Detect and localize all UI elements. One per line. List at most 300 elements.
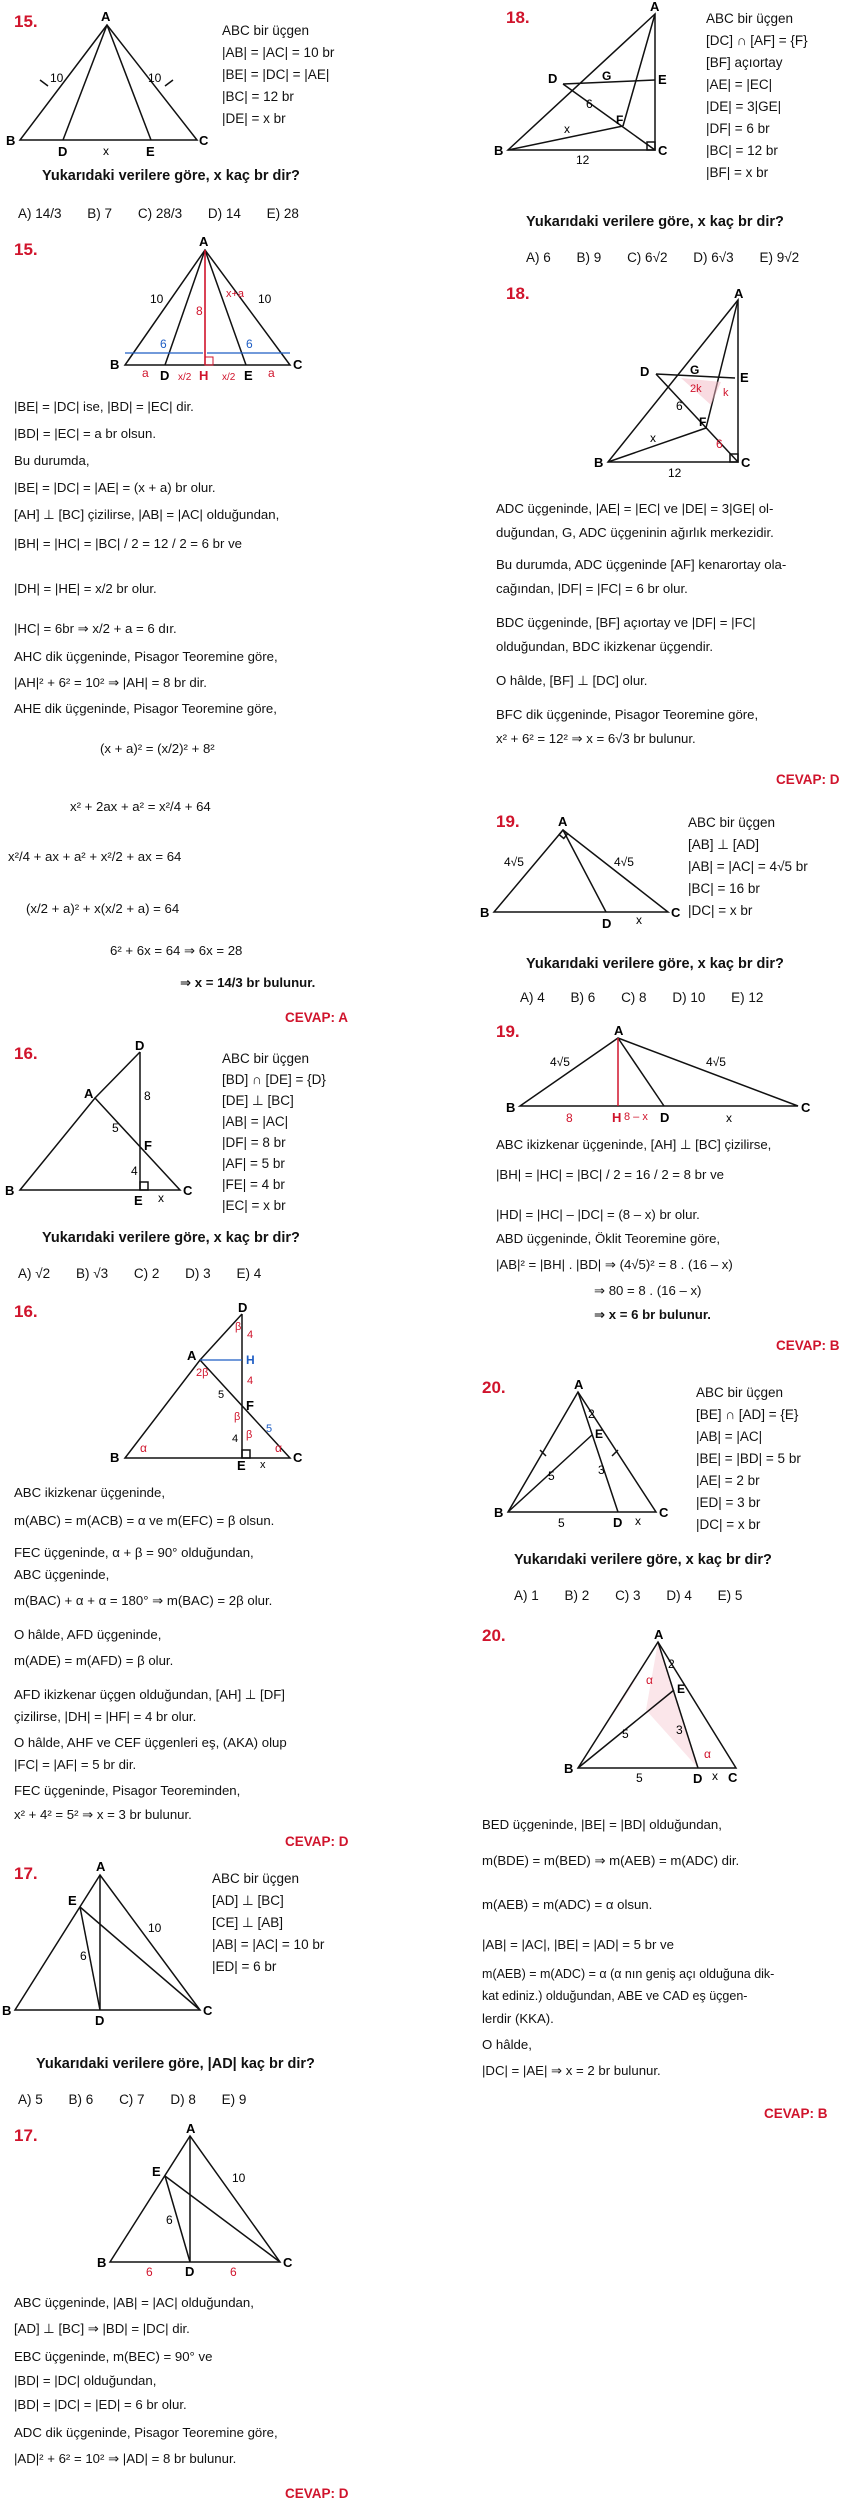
p18-label-E: E: [658, 72, 667, 87]
p17s-label-6b: 6: [146, 2265, 153, 2279]
p15s-label-D: D: [160, 368, 170, 383]
p20-label-D: D: [613, 1515, 623, 1530]
p17-sol-line: ABC üçgeninde, |AB| = |AC| olduğundan,: [14, 2295, 254, 2310]
p17-option[interactable]: B) 6: [68, 2092, 94, 2107]
p18-label-x: x: [564, 122, 570, 136]
p16-option[interactable]: E) 4: [236, 1266, 262, 1281]
p18-question: Yukarıdaki verilere göre, x kaç br dir?: [526, 214, 784, 230]
p20s-label-3: 3: [676, 1723, 683, 1737]
p16-option[interactable]: B) √3: [75, 1266, 109, 1281]
p17-sol-line: [AD] ⊥ [BC] ⇒ |BD| = |DC| dir.: [14, 2321, 190, 2336]
p19-label-C: C: [671, 905, 681, 920]
p15-option[interactable]: E) 28: [266, 206, 299, 221]
p17s-label-D: D: [185, 2264, 195, 2279]
p18s-label-6b: 6: [716, 437, 723, 451]
p15-sol-line: |BH| = |HC| = |BC| / 2 = 12 / 2 = 6 br ve: [14, 536, 242, 551]
p16-given-line: |FE| = 4 br: [222, 1177, 285, 1192]
p15-option[interactable]: C) 28/3: [137, 206, 183, 221]
p17-sol-line: |BD| = |DC| olduğundan,: [14, 2373, 157, 2388]
p15s-label-A: A: [199, 234, 209, 249]
p20-label-C: C: [659, 1505, 669, 1520]
p15-sol-line: |AH|² + 6² = 10² ⇒ |AH| = 8 br dir.: [14, 675, 207, 690]
p15s-label-10b: 10: [258, 292, 272, 306]
p20-given-line: ABC bir üçgen: [696, 1385, 784, 1400]
p19s-label-A: A: [614, 1023, 624, 1038]
p15-options: [18, 206, 321, 221]
p16-options: [18, 1266, 283, 1281]
problem-18-number: 18.: [506, 8, 530, 27]
p18-given-line: ABC bir üçgen: [706, 11, 794, 26]
solution-18-number: 18.: [506, 284, 530, 303]
p18-option[interactable]: C) 6√2: [627, 250, 668, 265]
p16-sol-line: ABC ikizkenar üçgeninde,: [14, 1485, 166, 1500]
p20-sol-line: O hâlde,: [482, 2037, 532, 2052]
p19-option[interactable]: E) 12: [731, 990, 764, 1005]
p20-solution-figure: [478, 1627, 738, 1790]
p16s-label-4a: 4: [247, 1329, 254, 1341]
p18-sol-line: x² + 6² = 12² ⇒ x = 6√3 br bulunur.: [496, 731, 696, 746]
p16-given-line: [BD] ∩ [DE] = {D}: [222, 1072, 326, 1087]
p18-option[interactable]: A) 6: [526, 250, 551, 265]
p16-answer: CEVAP: D: [285, 1834, 349, 1849]
p16s-label-4b: 4: [247, 1375, 254, 1387]
p15-option[interactable]: B) 7: [87, 206, 113, 221]
p17s-label-E: E: [152, 2164, 161, 2179]
p16s-label-5b: 5: [266, 1423, 273, 1435]
p19-sol-line: |HD| = |HC| – |DC| = (8 – x) br olur.: [496, 1207, 700, 1222]
p20s-label-D: D: [693, 1771, 703, 1786]
problem-20-number: 20.: [482, 1378, 506, 1397]
p20-sol-line: |AB| = |AC|, |BE| = |AD| = 5 br ve: [482, 1937, 674, 1952]
p16s-label-beta2: β: [234, 1411, 241, 1423]
p18s-label-D: D: [640, 364, 650, 379]
p20-sol-line: BED üçgeninde, |BE| = |BD| olduğundan,: [482, 1817, 722, 1832]
p16-label-8: 8: [144, 1089, 151, 1103]
p16s-label-D: D: [238, 1300, 248, 1315]
p17-option[interactable]: A) 5: [18, 2092, 43, 2107]
p18-sol-line: cağından, |DF| = |FC| = 6 br olur.: [496, 581, 688, 596]
p15-sol-line: (x + a)² = (x/2)² + 8²: [100, 741, 215, 756]
p16-given-line: ABC bir üçgen: [222, 1051, 310, 1066]
p19-option[interactable]: A) 4: [520, 990, 545, 1005]
p16-sol-line: m(ADE) = m(AFD) = β olur.: [14, 1653, 174, 1668]
p19s-label-C: C: [801, 1100, 811, 1115]
p16s-label-B: B: [110, 1450, 120, 1465]
p15s-label-x2a: x/2: [178, 372, 192, 383]
p17-question: Yukarıdaki verilere göre, |AD| kaç br dir?: [36, 2056, 315, 2072]
p17-sol-line: EBC üçgeninde, m(BEC) = 90° ve: [14, 2349, 213, 2364]
p16-option[interactable]: C) 2: [133, 1266, 160, 1281]
p15s-label-E: E: [244, 368, 253, 383]
p19s-label-8: 8: [566, 1111, 573, 1125]
p16-label-B: B: [5, 1183, 15, 1198]
p16s-label-C: C: [293, 1450, 303, 1465]
p16-sol-line: O hâlde, AHF ve CEF üçgenleri eş, (AKA) olup: [14, 1735, 287, 1750]
p19-option[interactable]: C) 8: [621, 990, 647, 1005]
p17-label-D: D: [95, 2013, 105, 2028]
p20-figure: [478, 1377, 688, 1530]
p17s-label-A: A: [186, 2121, 196, 2136]
p18-given-line: |DF| = 6 br: [706, 121, 770, 136]
p17-label-E: E: [68, 1893, 77, 1908]
p20-given-line: |AE| = 2 br: [696, 1473, 760, 1488]
p16-question: Yukarıdaki verilere göre, x kaç br dir?: [42, 1230, 300, 1246]
p15-label-E: E: [146, 144, 155, 159]
p19-label-s2: 4√5: [614, 855, 634, 869]
p16-sol-line: FEC üçgeninde, Pisagor Teoreminden,: [14, 1783, 241, 1798]
p16-sol-line: AFD ikizkenar üçgen olduğundan, [AH] ⊥ [DF]: [14, 1687, 285, 1702]
p20-given-line: |ED| = 3 br: [696, 1495, 761, 1510]
p16-sol-line: |FC| = |AF| = 5 br dir.: [14, 1757, 137, 1772]
p16-figure: [0, 1040, 215, 1210]
p16s-label-A: A: [187, 1348, 197, 1363]
p18-label-B: B: [494, 143, 504, 158]
solution-17-number: 17.: [14, 2126, 38, 2145]
p15-sol-line: (x/2 + a)² + x(x/2 + a) = 64: [26, 901, 180, 916]
p16-sol-line: O hâlde, AFD üçgeninde,: [14, 1627, 162, 1642]
p19-sol-line: |BH| = |HC| = |BC| / 2 = 16 / 2 = 8 br ve: [496, 1167, 724, 1182]
problem-15-number: 15.: [14, 12, 38, 31]
p20-given-line: |BE| = |BD| = 5 br: [696, 1451, 801, 1466]
p19-label-D: D: [602, 916, 612, 931]
p15s-label-x2b: x/2: [222, 372, 236, 383]
p15-solution-figure: [0, 234, 303, 385]
p20-answer: CEVAP: B: [764, 2106, 828, 2121]
p17-label-10: 10: [148, 1921, 162, 1935]
p19-options: [520, 990, 785, 1005]
p18-label-12: 12: [576, 153, 590, 167]
p16-given-line: |DF| = 8 br: [222, 1135, 286, 1150]
p18-solution-figure: [478, 286, 758, 480]
p20-sol-line: kat ediniz.) olduğundan, ABE ve CAD eş üçgen-: [482, 1989, 748, 2003]
p18s-label-k: k: [723, 387, 729, 399]
p16-label-E: E: [134, 1193, 143, 1208]
p18-sol-line: O hâlde, [BF] ⊥ [DC] olur.: [496, 673, 648, 688]
p19-label-x: x: [636, 913, 642, 927]
p16-label-A: A: [84, 1086, 94, 1101]
p18-sol-line: ADC üçgeninde, |AE| = |EC| ve |DE| = 3|GE| ol-: [496, 501, 774, 516]
p16-label-4: 4: [131, 1164, 138, 1178]
p16-solution-figure: [0, 1300, 303, 1473]
problem-17-number: 17.: [14, 1864, 38, 1883]
p17-option[interactable]: E) 9: [221, 2092, 247, 2107]
p19-label-s1: 4√5: [504, 855, 524, 869]
p16-sol-line: m(ABC) = m(ACB) = α ve m(EFC) = β olsun.: [14, 1513, 275, 1528]
p16-sol-line: çizilirse, |DH| = |HF| = 4 br olur.: [14, 1709, 197, 1724]
p15-label-B: B: [6, 133, 16, 148]
p15s-label-8: 8: [196, 304, 203, 318]
p17s-label-6a: 6: [166, 2213, 173, 2227]
p18-sol-line: BFC dik üçgeninde, Pisagor Teoremine göre,: [496, 707, 759, 722]
solution-15-number: 15.: [14, 240, 38, 259]
p15-sol-line: |DH| = |HE| = x/2 br olur.: [14, 581, 157, 596]
p18-options: [526, 250, 821, 265]
p17-sol-line: |AD|² + 6² = 10² ⇒ |AD| = 8 br bulunur.: [14, 2451, 237, 2466]
p16s-label-E: E: [237, 1458, 246, 1473]
p20s-label-E: E: [677, 1682, 686, 1696]
p16-sol-line: FEC üçgeninde, α + β = 90° olduğundan,: [14, 1545, 254, 1560]
p15-sol-line: |BE| = |DC| ise, |BD| = |EC| dir.: [14, 399, 194, 414]
p18-label-6: 6: [586, 97, 593, 111]
p18-given-line: [BF] açıortay: [706, 55, 783, 70]
p18-sol-line: olduğundan, BDC ikizkenar üçgendir.: [496, 639, 713, 654]
p19-given-line: |AB| = |AC| = 4√5 br: [688, 859, 808, 874]
p20-sol-line: lerdir (KKA).: [482, 2011, 554, 2026]
problem-19-number: 19.: [496, 812, 520, 831]
p19-label-B: B: [480, 905, 490, 920]
p18-label-C: C: [658, 143, 668, 158]
p20-given-line: |AB| = |AC|: [696, 1429, 763, 1444]
p17-given-line: [CE] ⊥ [AB]: [212, 1915, 284, 1930]
p15-label-C: C: [199, 133, 209, 148]
p16-label-F: F: [144, 1138, 152, 1153]
p15-question: Yukarıdaki verilere göre, x kaç br dir?: [42, 168, 300, 184]
p16-label-C: C: [183, 1183, 193, 1198]
p20-sol-line: m(BDE) = m(BED) ⇒ m(AEB) = m(ADC) dir.: [482, 1853, 740, 1868]
p20-label-5a: 5: [548, 1469, 555, 1483]
p19-given-line: |DC| = x br: [688, 903, 753, 918]
p19s-label-H: H: [612, 1110, 622, 1125]
p18s-label-x: x: [650, 431, 656, 445]
p18s-label-A: A: [734, 286, 744, 301]
p18s-label-B: B: [594, 455, 604, 470]
p15-sol-line: 6² + 6x = 64 ⇒ 6x = 28: [110, 943, 243, 958]
p20-label-2: 2: [588, 1407, 595, 1421]
p17-sol-line: ADC dik üçgeninde, Pisagor Teoremine göre,: [14, 2425, 278, 2440]
p15-given-line: |BE| = |DC| = |AE|: [222, 67, 330, 82]
p17-figure: [0, 1859, 213, 2028]
p16-option[interactable]: A) √2: [18, 1266, 51, 1281]
p17s-label-10: 10: [232, 2171, 246, 2185]
p20-given-line: |DC| = x br: [696, 1517, 761, 1532]
p19-given-line: [AB] ⊥ [AD]: [688, 837, 760, 852]
p18-label-D: D: [548, 71, 558, 86]
p20-options: [514, 1588, 764, 1603]
p20-option[interactable]: E) 5: [717, 1588, 743, 1603]
p18s-label-12: 12: [668, 466, 682, 480]
p20s-label-x: x: [712, 1769, 718, 1783]
p16-given-line: |AB| = |AC|: [222, 1114, 289, 1129]
p15s-label-xa: x+a: [226, 288, 245, 300]
p20-label-x: x: [635, 1514, 641, 1528]
p20-option[interactable]: A) 1: [514, 1588, 539, 1603]
p17-sol-line: |BD| = |DC| = |ED| = 6 br olur.: [14, 2397, 187, 2412]
p18s-label-F: F: [699, 415, 707, 429]
p18-sol-line: BDC üçgeninde, [BF] açıortay ve |DF| = |FC|: [496, 615, 756, 630]
p18-option[interactable]: B) 9: [576, 250, 602, 265]
p19s-label-s2: 4√5: [706, 1055, 726, 1069]
p19-solution-figure: [478, 1023, 811, 1126]
p20s-label-5b: 5: [636, 1771, 643, 1785]
p18-answer: CEVAP: D: [776, 772, 840, 787]
p20s-label-2: 2: [668, 1657, 675, 1671]
p18-given-line: [DC] ∩ [AF] = {F}: [706, 33, 808, 48]
p20s-label-alpha1: α: [646, 1673, 653, 1687]
p16s-label-alpha2: α: [275, 1441, 282, 1455]
p16s-label-F: F: [246, 1398, 254, 1413]
p15-option[interactable]: A) 14/3: [18, 206, 62, 221]
p19-label-A: A: [558, 814, 568, 829]
p18-sol-line: Bu durumda, ADC üçgeninde [AF] kenarortay ola-: [496, 557, 787, 572]
p19-sol-line: ABC ikizkenar üçgeninde, [AH] ⊥ [BC] çizilirse,: [496, 1137, 772, 1152]
p16s-label-H: H: [246, 1353, 255, 1367]
p17s-label-6c: 6: [230, 2265, 237, 2279]
p15-sol-line: ⇒ x = 14/3 br bulunur.: [180, 975, 316, 990]
p16s-label-alpha1: α: [140, 1441, 147, 1455]
p17s-label-B: B: [97, 2255, 107, 2270]
p16-given-line: |AF| = 5 br: [222, 1156, 285, 1171]
p18s-label-C: C: [741, 455, 751, 470]
p19s-label-x: x: [726, 1111, 732, 1125]
p15-sol-line: AHE dik üçgeninde, Pisagor Teoremine göre,: [14, 701, 277, 716]
p16s-label-4c: 4: [232, 1433, 239, 1445]
p17-given-line: [AD] ⊥ [BC]: [212, 1893, 284, 1908]
p20-sol-line: m(AEB) = m(ADC) = α (α nın geniş açı olduğuna dik-: [482, 1967, 775, 1981]
p15-label-D: D: [58, 144, 68, 159]
p17-solution-figure: [0, 2121, 300, 2279]
p16-sol-line: m(BAC) + α + α = 180° ⇒ m(BAC) = 2β olur.: [14, 1593, 273, 1608]
p20s-label-A: A: [654, 1627, 664, 1642]
p15s-label-10a: 10: [150, 292, 164, 306]
p15-label-10b: 10: [148, 71, 162, 85]
p20-label-B: B: [494, 1505, 504, 1520]
p20-given-line: [BE] ∩ [AD] = {E}: [696, 1407, 799, 1422]
p19-option[interactable]: B) 6: [570, 990, 596, 1005]
p19s-label-B: B: [506, 1100, 516, 1115]
p18-given-line: |DE| = 3|GE|: [706, 99, 782, 114]
p17-given-line: |ED| = 6 br: [212, 1959, 277, 1974]
p19-sol-line: |AB|² = |BH| . |BD| ⇒ (4√5)² = 8 . (16 – x): [496, 1257, 733, 1272]
p16-sol-line: ABC üçgeninde,: [14, 1567, 110, 1582]
p18s-label-E: E: [740, 370, 749, 385]
p20-sol-line: |DC| = |AE| ⇒ x = 2 br bulunur.: [482, 2063, 661, 2078]
p16-option[interactable]: D) 3: [185, 1266, 211, 1281]
p20s-label-C: C: [728, 1770, 738, 1785]
p17-label-A: A: [96, 1859, 106, 1874]
p17-option[interactable]: D) 8: [170, 2092, 196, 2107]
p16s-label-5a: 5: [218, 1389, 225, 1401]
p15-given-line: |AB| = |AC| = 10 br: [222, 45, 335, 60]
p17-label-6: 6: [80, 1949, 87, 1963]
p15-sol-line: x²/4 + ax + a² + x²/2 + ax = 64: [8, 849, 182, 864]
p16-label-5: 5: [112, 1121, 119, 1135]
p15s-label-6a: 6: [160, 337, 167, 351]
p18-label-G: G: [602, 69, 612, 83]
p15s-label-H: H: [199, 368, 209, 383]
p20-option[interactable]: B) 2: [564, 1588, 590, 1603]
p17-options: [18, 2092, 268, 2107]
p20s-label-alpha2: α: [704, 1747, 711, 1761]
p15-label-10a: 10: [50, 71, 64, 85]
p17-label-B: B: [2, 2003, 12, 2018]
p20-label-A: A: [574, 1377, 584, 1392]
p15-sol-line: AHC dik üçgeninde, Pisagor Teoremine göre,: [14, 649, 278, 664]
p15-given-line: |DE| = x br: [222, 111, 286, 126]
p18s-label-2k: 2k: [690, 383, 702, 395]
p15-answer: CEVAP: A: [285, 1010, 349, 1025]
p16-given-line: |EC| = x br: [222, 1198, 286, 1213]
p15-label-A: A: [101, 9, 111, 24]
p16s-label-beta3: β: [246, 1429, 253, 1441]
p15-given-line: |BC| = 12 br: [222, 89, 294, 104]
p17-label-C: C: [203, 2003, 213, 2018]
p16-given-line: [DE] ⊥ [BC]: [222, 1093, 294, 1108]
p18-given-line: |BC| = 12 br: [706, 143, 778, 158]
p19-sol-line: ABD üçgeninde, Öklit Teoremine göre,: [496, 1231, 721, 1246]
p18-label-F: F: [616, 113, 624, 127]
p18-figure: [478, 0, 678, 170]
p20s-label-5a: 5: [622, 1727, 629, 1741]
p17-option[interactable]: C) 7: [119, 2092, 145, 2107]
p20-sol-line: m(AEB) = m(ADC) = α olsun.: [482, 1897, 653, 1912]
p15s-label-a2: a: [268, 366, 275, 380]
p17-given-line: |AB| = |AC| = 10 br: [212, 1937, 325, 1952]
p20s-label-B: B: [564, 1761, 574, 1776]
p19-sol-line: ⇒ x = 6 br bulunur.: [594, 1307, 711, 1322]
p15s-label-B: B: [110, 357, 120, 372]
p15-sol-line: [AH] ⊥ [BC] çizilirse, |AB| = |AC| olduğundan,: [14, 507, 280, 522]
p15s-label-6b: 6: [246, 337, 253, 351]
p19-option[interactable]: D) 10: [672, 990, 706, 1005]
p16s-label-2beta: 2β: [196, 1367, 209, 1379]
p16-sol-line: x² + 4² = 5² ⇒ x = 3 br bulunur.: [14, 1807, 192, 1822]
p20-label-3: 3: [598, 1463, 605, 1477]
p20-option[interactable]: D) 4: [666, 1588, 692, 1603]
p16-label-x: x: [158, 1191, 164, 1205]
p19-figure: [478, 816, 688, 936]
p16s-label-x: x: [260, 1459, 266, 1471]
p17s-label-C: C: [283, 2255, 293, 2270]
p15-sol-line: |BE| = |DC| = |AE| = (x + a) br olur.: [14, 480, 216, 495]
p18-option[interactable]: D) 6√3: [693, 250, 734, 265]
problem-16-number: 16.: [14, 1044, 38, 1063]
p15-sol-line: x² + 2ax + a² = x²/4 + 64: [70, 799, 211, 814]
p18-given-line: |AE| = |EC|: [706, 77, 773, 92]
p15-sol-line: |BD| = |EC| = a br olsun.: [14, 426, 156, 441]
p16s-label-beta1: β: [235, 1321, 242, 1333]
p20-label-5b: 5: [558, 1516, 565, 1530]
p17-given-line: ABC bir üçgen: [212, 1871, 300, 1886]
p15-label-x: x: [103, 144, 109, 158]
p15-figure: [0, 0, 220, 160]
p19s-label-D: D: [660, 1110, 670, 1125]
p19-answer: CEVAP: B: [776, 1338, 840, 1353]
p18s-label-6a: 6: [676, 399, 683, 413]
p20-option[interactable]: C) 3: [615, 1588, 641, 1603]
p19-given-line: |BC| = 16 br: [688, 881, 760, 896]
p15-option[interactable]: D) 14: [207, 206, 241, 221]
p15-sol-line: Bu durumda,: [14, 453, 90, 468]
p19-given-line: ABC bir üçgen: [688, 815, 776, 830]
p15-given-line: ABC bir üçgen: [222, 23, 310, 38]
p15-sol-line: |HC| = 6br ⇒ x/2 + a = 6 dır.: [14, 621, 177, 636]
p18s-label-G: G: [690, 363, 700, 377]
p16-label-D: D: [135, 1038, 145, 1053]
solution-20-number: 20.: [482, 1626, 506, 1645]
p19s-label-8x: 8 – x: [624, 1111, 648, 1123]
p18-label-A: A: [650, 0, 660, 14]
p19s-label-s1: 4√5: [550, 1055, 570, 1069]
solution-16-number: 16.: [14, 1302, 38, 1321]
p18-option[interactable]: E) 9√2: [759, 250, 800, 265]
solution-19-number: 19.: [496, 1022, 520, 1041]
p19-question: Yukarıdaki verilere göre, x kaç br dir?: [526, 956, 784, 972]
p19-sol-line: ⇒ 80 = 8 . (16 – x): [594, 1283, 702, 1298]
p15s-label-C: C: [293, 357, 303, 372]
p15s-label-a: a: [142, 366, 149, 380]
p18-sol-line: duğundan, G, ADC üçgeninin ağırlık merkezidir.: [496, 525, 774, 540]
p17-answer: CEVAP: D: [285, 2486, 349, 2501]
